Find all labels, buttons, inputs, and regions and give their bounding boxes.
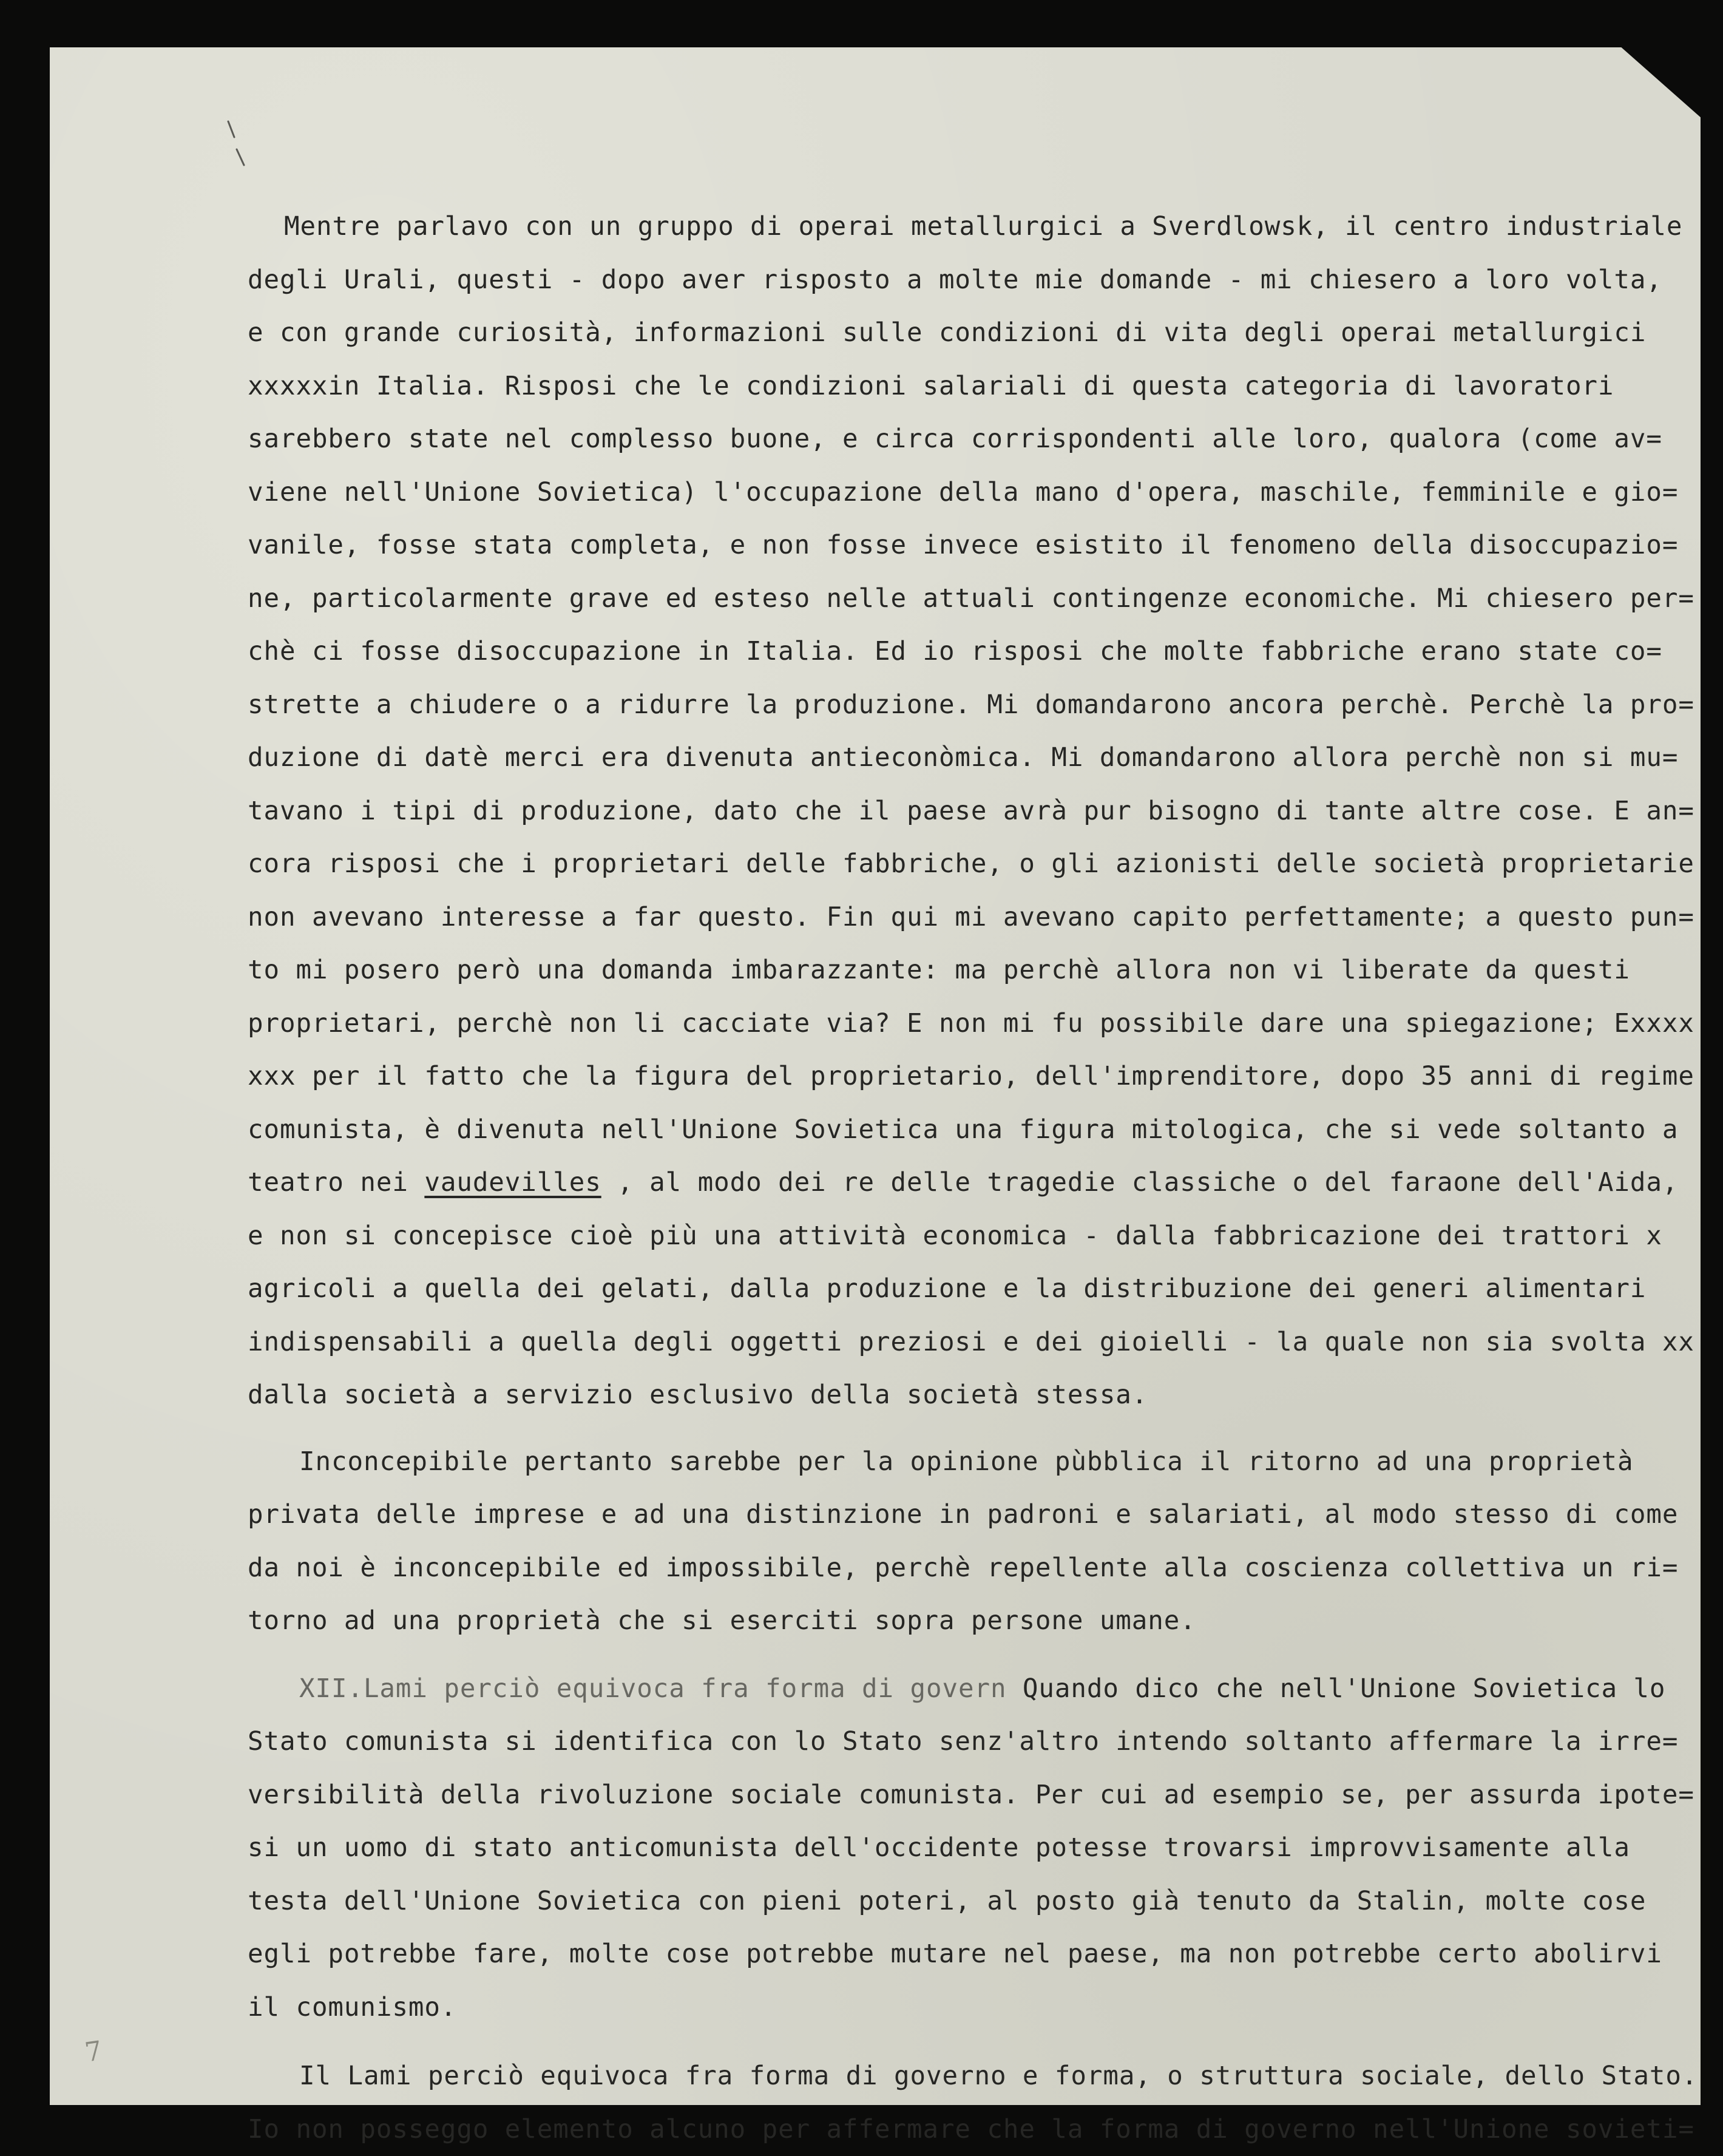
underlined-word: vaudevilles	[424, 1168, 601, 1198]
pencil-tick-mark	[226, 119, 250, 168]
text-line: privata delle imprese e ad una distinzione in padroni e salariati, al modo stesso di come	[248, 1488, 1686, 1542]
text-line: Il Lami perciò equivoca fra forma di governo e forma, o struttura sociale, dello Stato.	[299, 2050, 1686, 2103]
text-line: proprietari, perchè non li cacciate via? E non mi fu possibile dare una spiegazione; Exxxx	[248, 997, 1686, 1051]
text-line: degli Urali, questi - dopo aver risposto a molte mie domande - mi chiesero a loro volta,	[248, 254, 1686, 307]
paragraph	[248, 200, 1686, 1422]
text-line: testa dell'Unione Sovietica con pieni poteri, al posto già tenuto da Stalin, molte cose	[248, 1875, 1686, 1928]
text-line: chè ci fosse disoccupazione in Italia. Ed io risposi che molte fabbriche erano state co=	[248, 625, 1686, 679]
text-line: comunista, è divenuta nell'Unione Sovietica una figura mitologica, che si vede soltanto a	[248, 1103, 1686, 1157]
text-line: Mentre parlavo con un gruppo di operai metallurgici a Sverdlowsk, il centro industriale	[284, 200, 1686, 254]
text-line: to mi posero però una domanda imbarazzante: ma perchè allora non vi liberate da questi	[248, 944, 1686, 997]
text-line: da noi è inconcepibile ed impossibile, perchè repellente alla coscienza collettiva un ri=	[248, 1542, 1686, 1595]
text-line: vanile, fosse stata completa, e non fosse invece esistito il fenomeno della disoccupazio=	[248, 519, 1686, 572]
text-line: torno ad una proprietà che si eserciti sopra persone umane.	[248, 1595, 1686, 1648]
handwritten-page-number: 7	[83, 2035, 104, 2068]
struck-through-text: XII.Lami perciò equivoca fra forma di govern	[299, 1674, 1006, 1704]
text-line: cora risposi che i proprietari delle fabbriche, o gli azionisti delle società proprietarie	[248, 838, 1686, 891]
text-line: Io non posseggo elemento alcuno per affermare che la forma di governo nell'Unione sovieti=	[248, 2103, 1686, 2156]
text-line: duzione di datè merci era divenuta antieconòmica. Mi domandarono allora perchè non si mu=	[248, 731, 1686, 785]
text-line: Inconcepibile pertanto sarebbe per la opinione pùbblica il ritorno ad una proprietà	[299, 1436, 1686, 1489]
text-line: ne, particolarmente grave ed esteso nelle attuali contingenze economiche. Mi chiesero per=	[248, 572, 1686, 626]
document-body	[248, 200, 1686, 2156]
text-line: versibilità della rivoluzione sociale comunista. Per cui ad esempio se, per assurda ipote=	[248, 1769, 1686, 1822]
text-line: sarebbero state nel complesso buone, e circa corrispondenti alle loro, qualora (come av=	[248, 413, 1686, 466]
text-line-underlined: teatro nei vaudevilles , al modo dei re delle tragedie classiche o del faraone dell'Aida,	[248, 1156, 1686, 1210]
text-line: egli potrebbe fare, molte cose potrebbe mutare nel paese, ma non potrebbe certo abolirvi	[248, 1928, 1686, 1981]
text-line: e non si concepisce cioè più una attività economica - dalla fabbricazione dei trattori x	[248, 1210, 1686, 1263]
text-line: tavano i tipi di produzione, dato che il paese avrà pur bisogno di tante altre cose. E an=	[248, 785, 1686, 838]
text-line: non avevano interesse a far questo. Fin qui mi avevano capito perfettamente; a questo pun=	[248, 891, 1686, 944]
text-line: xxx per il fatto che la figura del proprietario, dell'imprenditore, dopo 35 anni di regime	[248, 1050, 1686, 1103]
text-line: viene nell'Unione Sovietica) l'occupazione della mano d'opera, maschile, femminile e gio=	[248, 466, 1686, 520]
text-line: si un uomo di stato anticomunista dell'occidente potesse trovarsi improvvisamente alla	[248, 1822, 1686, 1875]
text-line: il comunismo.	[248, 1981, 1686, 2035]
text-segment: Quando dico che nell'Unione Sovietica lo	[1006, 1674, 1665, 1704]
text-line: dalla società a servizio esclusivo della società stessa.	[248, 1369, 1686, 1422]
text-line: strette a chiudere o a ridurre la produzione. Mi domandarono ancora perchè. Perchè la pro=	[248, 679, 1686, 732]
text-line: Stato comunista si identifica con lo Stato senz'altro intendo soltanto affermare la irre=	[248, 1715, 1686, 1769]
paragraph	[248, 1436, 1686, 1648]
text-line: agricoli a quella dei gelati, dalla produzione e la distribuzione dei generi alimentari	[248, 1263, 1686, 1316]
paragraph	[248, 2050, 1686, 2156]
text-line	[299, 1663, 1686, 1716]
text-line: xxxxxin Italia. Risposi che le condizioni salariali di questa categoria di lavoratori	[248, 360, 1686, 413]
text-line: indispensabili a quella degli oggetti preziosi e dei gioielli - la quale non sia svolta xx	[248, 1316, 1686, 1369]
paragraph	[248, 1663, 1686, 2035]
text-line: e con grande curiosità, informazioni sulle condizioni di vita degli operai metallurgici	[248, 307, 1686, 360]
